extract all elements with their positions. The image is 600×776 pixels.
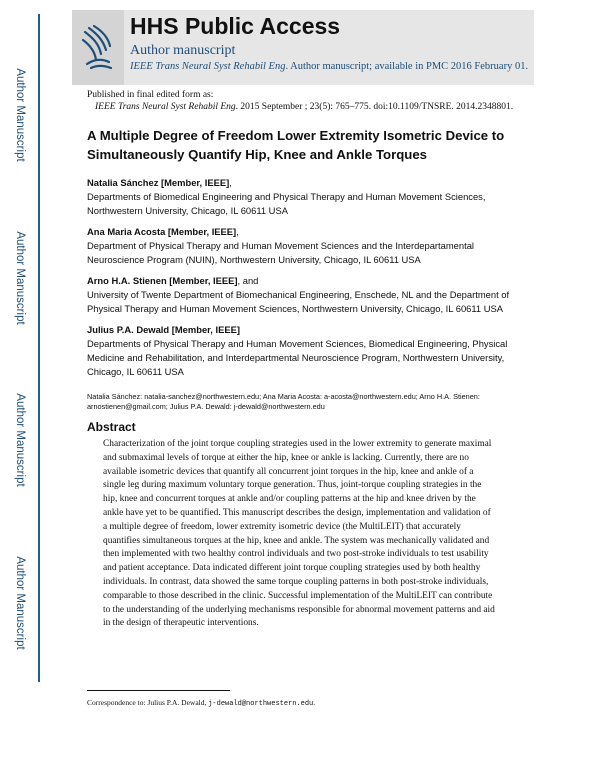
hhs-logo	[72, 10, 124, 85]
author-name: Arno H.A. Stienen [Member, IEEE]	[87, 275, 238, 286]
author-entry	[87, 323, 527, 379]
author-entry: Ana Maria Acosta [Member, IEEE], Department of Physical Therapy and Human Movement Sciences and the Interdepartamental Neuroscience Program (NUIN), Northwestern University, Chicago, IL 60611 USA	[87, 225, 527, 267]
author-name: Julius P.A. Dewald [Member, IEEE]	[87, 324, 240, 335]
published-info: Published in final edited form as: IEEE Trans Neural Syst Rehabil Eng. 2015 September ; 23(5): 765–775. doi:10.1109/TNSRE. 2014.2348801.	[87, 90, 514, 112]
author-affiliation: Departments of Physical Therapy and Human Movement Sciences, Biomedical Engineering, Physical Medicine and Rehabilitation, and Interdepartmental Neuroscience Program, Northwestern University, Chicago, IL 60611 USA	[87, 338, 508, 377]
margin-rule	[38, 14, 40, 682]
correspondence-footnote: Correspondence to: Julius P.A. Dewald, j-dewald@northwestern.edu.	[87, 698, 316, 708]
author-emails: Natalia Sánchez: natalia-sanchez@northwestern.edu; Ana Maria Acosta: a-acosta@northwestern.edu; Arno H.A. Stienen: arnostienen@gmail.com; Julius P.A. Dewald: j-dewald@northwestern.edu	[87, 392, 480, 411]
hhs-header	[72, 10, 534, 85]
author-entry: Arno H.A. Stienen [Member, IEEE], and University of Twente Department of Biomechanical Engineering, Enschede, NL and the Department of Physical Therapy and Human Movement Sciences, Northwestern University, Chicago, IL 60611 USA	[87, 274, 527, 316]
author-entry: Natalia Sánchez [Member, IEEE], Departments of Biomedical Engineering and Physical Therapy and Human Movement Sciences, Northwestern University, Chicago, IL 60611 USA	[87, 176, 527, 218]
article-title: A Multiple Degree of Freedom Lower Extremity Isometric Device to Simultaneously Quantify Hip, Knee and Ankle Torques	[87, 128, 505, 162]
manuscript-type: Author manuscript	[130, 43, 236, 58]
hhs-eagle-icon	[79, 22, 117, 72]
author-name: Natalia Sánchez [Member, IEEE]	[87, 177, 230, 188]
author-affiliation: Department of Physical Therapy and Human Movement Sciences and the Interdepartamental Neuroscience Program (NUIN), Northwestern University, Chicago, IL 60611 USA	[87, 240, 475, 265]
hhs-title: HHS Public Access	[130, 13, 341, 39]
author-name: Ana Maria Acosta [Member, IEEE]	[87, 226, 237, 237]
abstract-heading: Abstract	[87, 420, 136, 434]
abstract-body: Characterization of the joint torque coupling strategies used in the lower extremity to generate maximal and submaximal levels of torque at either the hip, knee or ankle is lacking. Currently, there are no available isometric devices that quantify all concurrent joint torques in the hip, knee and ankle of a single leg during maximum voluntary torque generation. Thus, joint-torque coupling strategies in the hip, knee and concurrent torques at ankle and/or coupling patterns at the hip and knee driven by the ankle have yet to be quantified. This manuscript describes the design, implementation and validation of a multiple degree of freedom, lower extremity isometric device (the MultiLEIT) that accurately quantifies simultaneous torques at the hip, knee and ankle. The system was mechanically validated and then implemented with two healthy control individuals and two post-stroke individuals to test usability and patient acceptance. Data indicated different joint torque coupling strategies used by both healthy individuals. In contrast, data showed the same torque coupling patterns in both post-stroke individuals, comparable to those described in the clinic. Successful implementation of the MultiLEIT can contribute to the understanding of the underlying mechanisms responsible for abnormal movement patterns and aid in the design of therapeutic interventions.	[103, 439, 495, 629]
author-affiliation: Departments of Biomedical Engineering and Physical Therapy and Human Movement Sciences, Northwestern University, Chicago, IL 60611 USA	[87, 191, 486, 216]
author-affiliation: University of Twente Department of Biomechanical Engineering, Enschede, NL and the Department of Physical Therapy and Human Movement Sciences, Northwestern University, Chicago, IL 60611 USA	[87, 289, 510, 314]
footnote-rule	[87, 690, 230, 691]
correspondence-email: j-dewald@northwestern.edu	[208, 700, 314, 708]
availability-citation: IEEE Trans Neural Syst Rehabil Eng. Author manuscript; available in PMC 2016 February 01.	[130, 61, 529, 72]
author-list	[87, 176, 527, 386]
